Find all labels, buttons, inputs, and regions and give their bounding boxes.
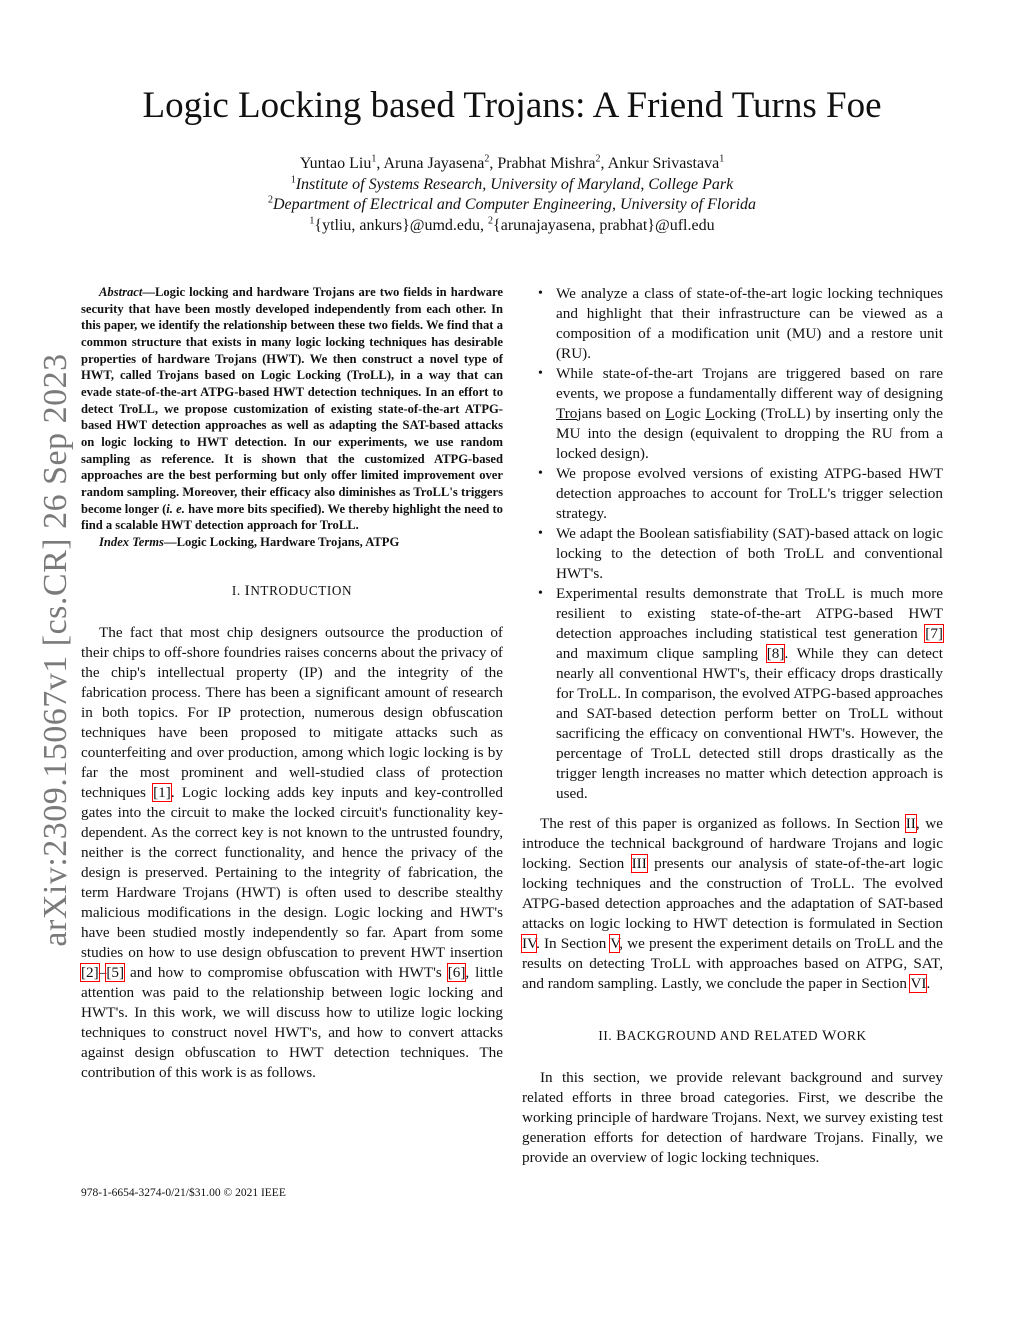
section-rest: ORK xyxy=(836,1028,867,1043)
paper-title: Logic Locking based Trojans: A Friend Turns Foe xyxy=(142,85,882,126)
contribution-text: We propose evolved versions of existing ATPG-based HWT detection approaches to account for TroLL's trigger selection strategy. xyxy=(556,465,943,522)
left-column xyxy=(81,284,503,1083)
section-cap: W xyxy=(822,1027,837,1044)
section-heading-background xyxy=(522,1026,943,1046)
contribution-item xyxy=(556,284,943,364)
background-paragraph: In this section, we provide relevant background and survey related efforts in three broad categories. First, we describe the working principle of hardware Trojans. Next, we survey existing test generation efforts for detection of hardware Trojans. Finally, we provide an overview of logic locking techniques. xyxy=(522,1069,943,1166)
section-cap: R xyxy=(753,1027,765,1044)
section-and: AND xyxy=(716,1028,754,1043)
section-link[interactable]: II xyxy=(905,815,916,832)
section-link[interactable]: IV xyxy=(522,935,537,952)
contribution-item xyxy=(556,464,943,524)
author-name: Prabhat Mishra xyxy=(497,155,596,172)
citation-link[interactable]: [7] xyxy=(925,625,943,642)
contribution-text: We adapt the Boolean satisfiability (SAT)-based attack on logic locking to the detection of both TroLL and conventional HWT's. xyxy=(556,525,943,582)
abstract-label: Abstract xyxy=(99,285,143,299)
author-name: Yuntao Liu xyxy=(299,155,372,172)
citation-link[interactable]: [8] xyxy=(766,645,785,662)
underlined-letters: L xyxy=(665,405,675,422)
contribution-text: While state-of-the-art Trojans are triggered based on rare events, we propose a fundamentally different way of designing xyxy=(556,365,943,402)
section-cap: I xyxy=(244,581,251,599)
index-terms-text: Logic Locking, Hardware Trojans, ATPG xyxy=(176,534,400,549)
organization-text: , we present the experiment details on TroLL and the results on detecting TroLL with approaches based on ATPG, SAT, and random sampling. Lastly, we conclude the paper in Section xyxy=(522,935,943,992)
affiliation-text: Institute of Systems Research, University of Maryland, College Park xyxy=(295,175,734,193)
author-name: Aruna Jayasena xyxy=(383,155,485,172)
contribution-text: Experimental results demonstrate that TroLL is much more resilient to existing state-of-the-art ATPG-based HWT detection approaches including statistical test generation xyxy=(556,585,943,642)
section-numeral: I. xyxy=(231,582,245,598)
index-terms-dash: — xyxy=(163,534,177,549)
abstract xyxy=(81,284,503,534)
section-link[interactable]: VI xyxy=(910,975,927,992)
abstract-emphasis: i. e. xyxy=(166,501,185,516)
affiliation-line xyxy=(0,175,1024,196)
organization-text: The rest of this paper is organized as follows. In Section xyxy=(540,815,906,832)
citation-link[interactable]: [1] xyxy=(153,783,171,801)
affiliation-line xyxy=(0,195,1024,216)
affiliation-number: 1 xyxy=(290,174,296,186)
organization-text: . xyxy=(926,975,931,992)
section-heading-introduction xyxy=(81,581,503,601)
author-block xyxy=(0,154,1024,236)
contribution-text: . While they can detect nearly all conventional HWT's, their efficacy drops drastically for TroLL. In comparison, the evolved ATPG-based approaches and SAT-based detection perform better on TroLL without sacrificing the efficacy on conventional HWT's. However, the percentage of TroLL detected still drops drastically as the trigger length increases no matter which detection approach is used. xyxy=(556,645,943,802)
author-affiliation-mark: 1 xyxy=(371,153,377,165)
underlined-letters: L xyxy=(705,405,715,422)
contribution-text: ocking (TroLL) by inserting only the MU into the design (equivalent to dropping the RU from a locked design). xyxy=(556,405,943,462)
contribution-text: jans based on xyxy=(577,405,666,422)
right-column xyxy=(522,284,943,1168)
section-rest: NTRODUCTION xyxy=(250,582,353,598)
contribution-text: We analyze a class of state-of-the-art logic locking techniques and highlight that their infrastructure can be viewed as a composition of a modification unit (MU) and a restore unit (RU). xyxy=(556,285,943,362)
affiliation-number: 2 xyxy=(267,194,273,206)
organization-paragraph xyxy=(522,814,943,994)
author-affiliation-mark: 1 xyxy=(719,153,725,165)
abstract-text-end: have more bits specified). We thereby highlight the need to find a scalable HWT detection approach for TroLL. xyxy=(81,501,503,533)
email-number: 1 xyxy=(309,215,315,227)
citation-link[interactable]: [6] xyxy=(447,963,466,981)
intro-text: . Logic locking adds key inputs and key-controlled gates into the circuit to make the locked circuit's functionality key-dependent. As the correct key is not known to the untrusted foundry, neither is the correct functionality, and hence the privacy of the design is preserved. Pertaining to the integrity of fabrication, the term Hardware Trojans (HWT) is often used to describe stealthy malicious modifications in the design. Logic locking and HWT's have been studied mostly independently so far. Apart from some studies on how to use design obfuscation to prevent HWT insertion xyxy=(81,783,503,961)
email-line xyxy=(0,216,1024,237)
email-text: {ytliu, ankurs}@umd.edu, xyxy=(314,216,485,234)
author-line: Yuntao Liu$^1$, Aruna Jayasena$^2$, Prabhat Mishra$^2$, Ankur Srivastava$^1$ xyxy=(299,153,725,172)
intro-text: The fact that most chip designers outsource the production of their chips to off-shore foundries raises concerns about the privacy of the chip's intellectual property (IP) and the integrity of the fabrication process. There has been a significant amount of research in both topics. For IP protection, numerous design obfuscation techniques have been proposed to mitigate attacks such as counterfeiting and over production, among which logic locking is by far the most prominent and well-studied class of protection techniques xyxy=(81,623,503,801)
contribution-item xyxy=(556,584,943,804)
index-terms-label: Index Terms xyxy=(99,534,164,549)
email-text: {arunajayasena, prabhat}@ufl.edu xyxy=(493,216,715,234)
abstract-dash: — xyxy=(142,285,155,299)
underlined-letters: Tro xyxy=(556,405,578,422)
affiliation-text: Department of Electrical and Computer Engineering, University of Florida xyxy=(272,196,757,213)
abstract-text: Logic locking and hardware Trojans are two fields in hardware security that have been mostly developed independently from each other. In this paper, we identify the relationship between these two fields. We find that a common structure that exists in many logic locking techniques has desirable properties of hardware Trojans (HWT). We then construct a novel type of HWT, called Trojans based on Logic Locking (TroLL), in a way that can evade state-of-the-art ATPG-based HWT detection techniques. In an effort to detect TroLL, we propose customization of existing state-of-the-art ATPG-based HWT detection approaches as well as adapting the SAT-based attacks on logic locking to HWT detection. In our experiments, we use random sampling as reference. It is shown that the customized ATPG-based approaches are the best performing but only offer limited improvement over random sampling. Moreover, their efficacy also diminishes as TroLL's triggers become longer ( xyxy=(81,285,503,516)
author-affiliation-mark: 2 xyxy=(484,153,490,165)
intro-text: and how to compromise obfuscation with HWT's xyxy=(124,963,448,981)
intro-text: , little attention was paid to the relationship between logic locking and HWT's. In this work, we will discuss how to utilize logic locking techniques to construct novel HWT's, and how to convert attacks against design obfuscation to HWT detection techniques. The contribution of this work is as follows. xyxy=(81,963,504,1081)
section-cap: B xyxy=(616,1027,627,1044)
section-numeral: II. xyxy=(598,1028,617,1043)
arxiv-id-text: arXiv:2309.15067v1 [cs.CR] 26 Sep 2023 xyxy=(37,353,74,947)
copyright-notice: 978-1-6654-3274-0/21/$31.00 © 2021 IEEE xyxy=(81,1187,286,1199)
author-affiliation-mark: 2 xyxy=(595,153,601,165)
section-link[interactable]: III xyxy=(631,855,647,872)
intro-paragraph xyxy=(81,623,503,1083)
index-terms xyxy=(81,534,503,551)
contribution-text: and maximum clique sampling xyxy=(556,645,767,662)
intro-dash: – xyxy=(98,963,107,981)
email-number: 2 xyxy=(488,215,494,227)
organization-text: presents our analysis of state-of-the-art logic locking techniques and the construction of TroLL. The evolved ATPG-based detection approaches and the adaptation of SAT-based attacks on logic locking to HWT detection is formulated in Section xyxy=(522,855,943,932)
organization-text: , we introduce the technical background of hardware Trojans and logic locking. Section xyxy=(522,815,943,872)
contribution-list xyxy=(522,284,943,804)
section-rest: ACKGROUND xyxy=(626,1028,717,1043)
citation-link[interactable]: [2] xyxy=(81,963,99,981)
contribution-text: ogic xyxy=(674,405,706,422)
organization-text: . In Section xyxy=(536,935,611,952)
section-link[interactable]: V xyxy=(610,935,620,952)
author-name: Ankur Srivastava xyxy=(607,155,720,172)
section-rest: ELATED xyxy=(764,1028,819,1043)
citation-link[interactable]: [5] xyxy=(106,963,125,981)
contribution-item xyxy=(556,364,943,464)
contribution-item xyxy=(556,524,943,584)
